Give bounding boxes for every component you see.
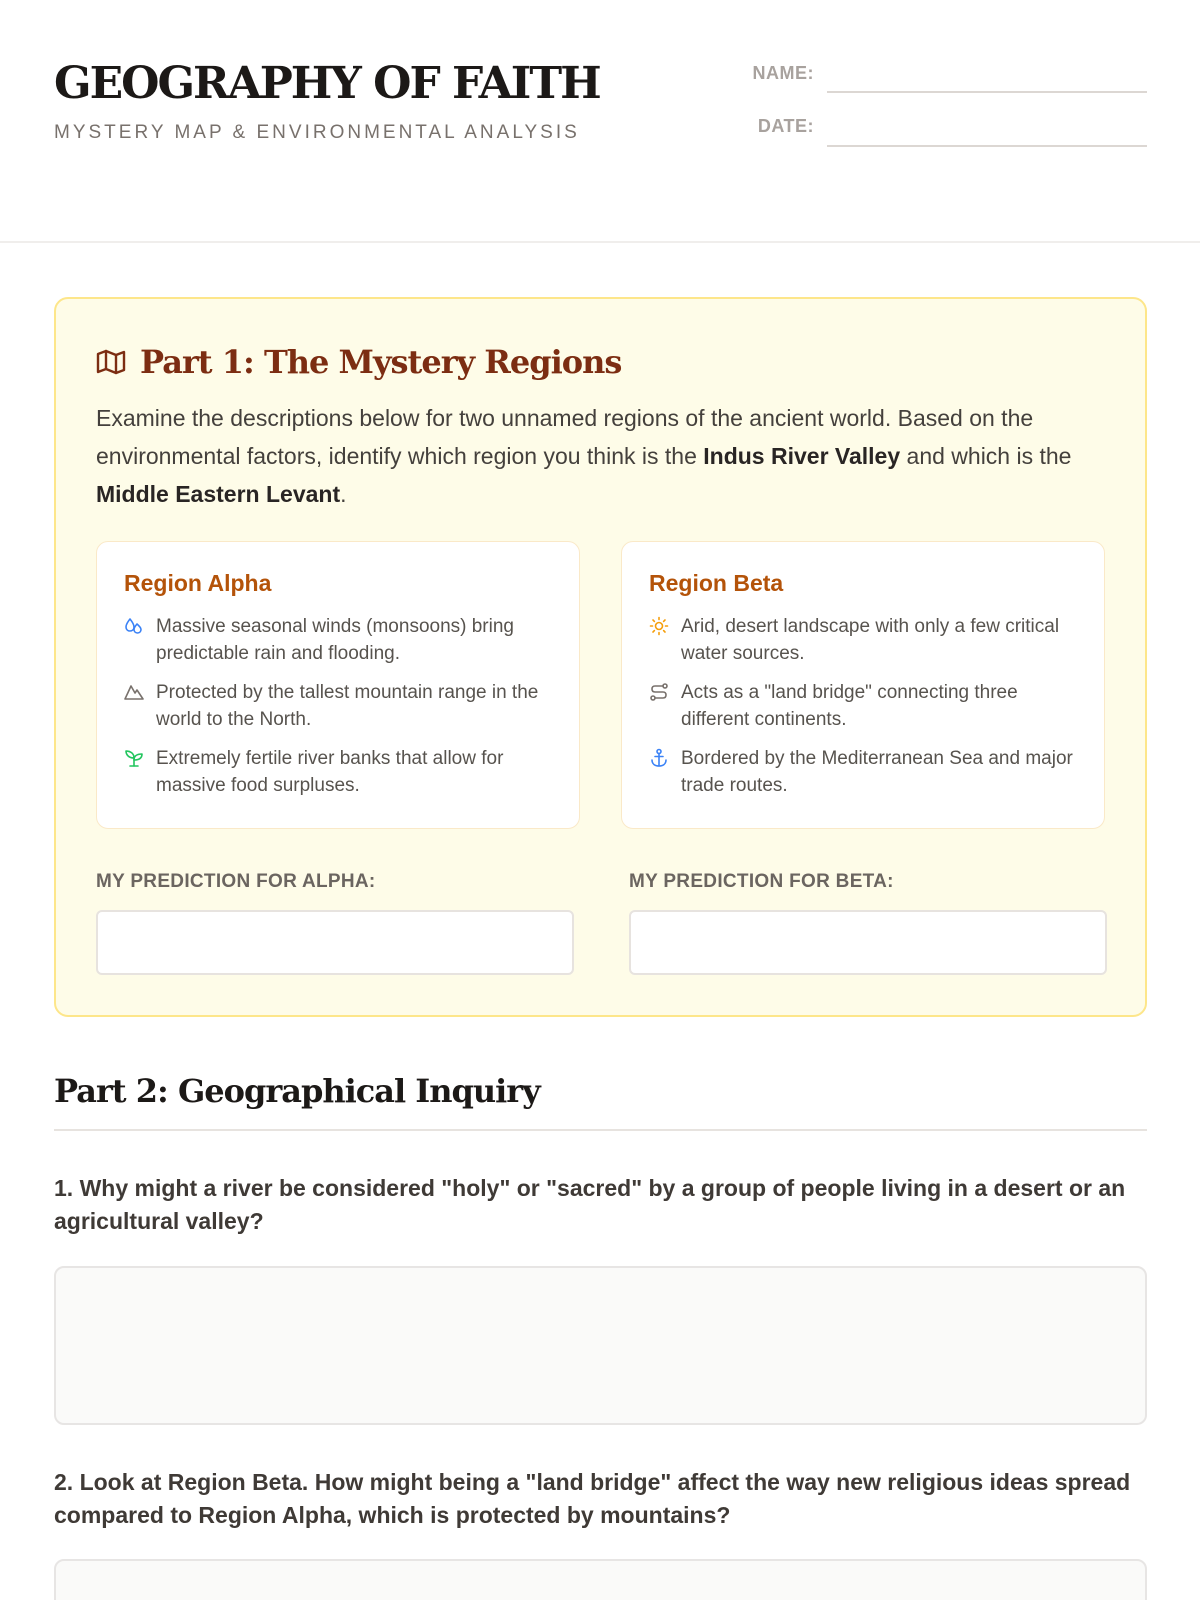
list-item (649, 746, 1084, 799)
sun-icon (649, 614, 669, 667)
beta-prediction-input[interactable] (629, 910, 1107, 975)
worksheet-subtitle: MYSTERY MAP & ENVIRONMENTAL ANALYSIS (54, 122, 580, 143)
fact-text: Arid, desert landscape with only a few critical water sources. (681, 616, 1060, 664)
beta-prediction-label: MY PREDICTION FOR BETA: (629, 871, 894, 892)
part1-title: Part 1: The Mystery Regions (140, 343, 622, 381)
sprout-icon (124, 746, 144, 799)
part2-title: Part 2: Geographical Inquiry (54, 1072, 540, 1110)
fact-text: Acts as a "land bridge" connecting three different continents. (681, 682, 1018, 730)
question-2-answer-box[interactable] (54, 1559, 1147, 1600)
question-2: 2. Look at Region Beta. How might being a "land bridge" affect the way new religious ideas spread compared to Region Alpha, which is protected by mountains? (54, 1469, 1131, 1528)
map-icon (96, 349, 126, 375)
region-alpha-card (96, 541, 580, 829)
part1-intro: Examine the descriptions below for two unnamed regions of the ancient world. Based on the environmental factors, identify which region you think is the Indus River Valley and which is the Middle Eastern Levant. (96, 405, 1072, 507)
region-alpha-facts (124, 614, 559, 812)
name-field[interactable] (827, 91, 1147, 93)
fact-text: Protected by the tallest mountain range in the world to the North. (156, 682, 539, 730)
part1-mystery-regions (54, 297, 1147, 1017)
list-item (649, 614, 1084, 667)
alpha-prediction-input[interactable] (96, 910, 574, 975)
fact-text: Massive seasonal winds (monsoons) bring predictable rain and flooding. (156, 616, 514, 664)
worksheet-title: GEOGRAPHY OF FAITH (54, 58, 600, 109)
date-field[interactable] (827, 145, 1147, 147)
region-beta-card (621, 541, 1105, 829)
part1-heading (96, 343, 621, 381)
section-divider (54, 1129, 1147, 1131)
fact-text: Bordered by the Mediterranean Sea and major trade routes. (681, 748, 1073, 796)
worksheet-header (0, 0, 1200, 243)
indus-river-valley-term: Indus River Valley (703, 443, 901, 469)
region-beta-title: Region Beta (649, 570, 784, 596)
list-item (124, 746, 559, 799)
region-beta-facts (649, 614, 1084, 812)
list-item (124, 614, 559, 667)
alpha-prediction-label: MY PREDICTION FOR ALPHA: (96, 871, 376, 892)
water-drop-icon (124, 614, 144, 667)
mountain-icon (124, 680, 144, 733)
region-alpha-title: Region Alpha (124, 570, 272, 596)
name-label: NAME: (752, 63, 814, 83)
route-icon (649, 680, 669, 733)
fact-text: Extremely fertile river banks that allow for massive food surpluses. (156, 748, 504, 796)
anchor-icon (649, 746, 669, 799)
middle-eastern-levant-term: Middle Eastern Levant (96, 481, 341, 507)
date-label: DATE: (757, 116, 814, 136)
question-1-answer-box[interactable] (54, 1266, 1147, 1425)
question-1: 1. Why might a river be considered "holy" or "sacred" by a group of people living in a desert or an agricultural valley? (54, 1175, 1126, 1234)
list-item (649, 680, 1084, 733)
list-item (124, 680, 559, 733)
